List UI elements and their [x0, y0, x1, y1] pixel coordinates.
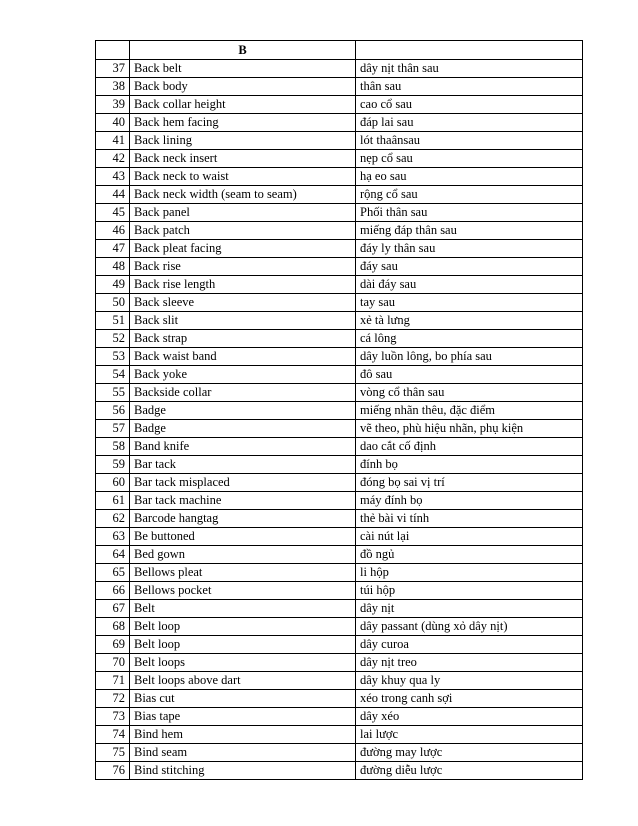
table-row	[96, 582, 583, 600]
english-term: Belt loops	[130, 654, 356, 672]
english-term: Bind hem	[130, 726, 356, 744]
vietnamese-term: rộng cổ sau	[356, 186, 583, 204]
english-term: Bellows pleat	[130, 564, 356, 582]
english-term: Bias tape	[130, 708, 356, 726]
english-term: Back patch	[130, 222, 356, 240]
header-vi-cell	[356, 41, 583, 60]
row-number: 74	[96, 726, 130, 744]
row-number: 42	[96, 150, 130, 168]
vietnamese-term: dài đáy sau	[356, 276, 583, 294]
table-row	[96, 726, 583, 744]
section-header-row	[96, 41, 583, 60]
row-number: 56	[96, 402, 130, 420]
english-term: Back waist band	[130, 348, 356, 366]
vietnamese-term: nẹp cổ sau	[356, 150, 583, 168]
vietnamese-term: máy đính bọ	[356, 492, 583, 510]
row-number: 75	[96, 744, 130, 762]
vietnamese-term: dây passant (dùng xỏ dây nịt)	[356, 618, 583, 636]
row-number: 72	[96, 690, 130, 708]
row-number: 65	[96, 564, 130, 582]
row-number: 76	[96, 762, 130, 780]
table-row	[96, 420, 583, 438]
vietnamese-term: dây nịt thân sau	[356, 60, 583, 78]
vietnamese-term: xéo trong canh sợi	[356, 690, 583, 708]
table-row	[96, 78, 583, 96]
english-term: Back strap	[130, 330, 356, 348]
row-number: 40	[96, 114, 130, 132]
english-term: Back pleat facing	[130, 240, 356, 258]
english-term: Badge	[130, 420, 356, 438]
table-row	[96, 492, 583, 510]
vietnamese-term: dây luồn lông, bo phía sau	[356, 348, 583, 366]
table-row	[96, 60, 583, 78]
row-number: 61	[96, 492, 130, 510]
vietnamese-term: cá lông	[356, 330, 583, 348]
english-term: Back body	[130, 78, 356, 96]
glossary-body	[96, 41, 583, 780]
vietnamese-term: vòng cổ thân sau	[356, 384, 583, 402]
english-term: Back sleeve	[130, 294, 356, 312]
vietnamese-term: miếng đáp thân sau	[356, 222, 583, 240]
english-term: Back neck width (seam to seam)	[130, 186, 356, 204]
vietnamese-term: lai lược	[356, 726, 583, 744]
table-row	[96, 546, 583, 564]
english-term: Be buttoned	[130, 528, 356, 546]
row-number: 53	[96, 348, 130, 366]
table-row	[96, 150, 583, 168]
row-number: 49	[96, 276, 130, 294]
vietnamese-term: đường diễu lược	[356, 762, 583, 780]
row-number: 54	[96, 366, 130, 384]
table-row	[96, 564, 583, 582]
english-term: Back neck to waist	[130, 168, 356, 186]
row-number: 57	[96, 420, 130, 438]
glossary-table	[95, 40, 583, 780]
row-number: 69	[96, 636, 130, 654]
vietnamese-term: đáy ly thân sau	[356, 240, 583, 258]
section-letter: B	[130, 41, 356, 60]
english-term: Bellows pocket	[130, 582, 356, 600]
vietnamese-term: đóng bọ sai vị trí	[356, 474, 583, 492]
vietnamese-term: đáy sau	[356, 258, 583, 276]
table-row	[96, 600, 583, 618]
table-row	[96, 294, 583, 312]
row-number: 37	[96, 60, 130, 78]
row-number: 55	[96, 384, 130, 402]
english-term: Back panel	[130, 204, 356, 222]
table-row	[96, 186, 583, 204]
table-row	[96, 636, 583, 654]
row-number: 44	[96, 186, 130, 204]
table-row	[96, 276, 583, 294]
vietnamese-term: dây khuy qua ly	[356, 672, 583, 690]
row-number: 47	[96, 240, 130, 258]
row-number: 63	[96, 528, 130, 546]
row-number: 51	[96, 312, 130, 330]
vietnamese-term: dây xéo	[356, 708, 583, 726]
english-term: Back yoke	[130, 366, 356, 384]
english-term: Bar tack	[130, 456, 356, 474]
english-term: Bind seam	[130, 744, 356, 762]
row-number: 70	[96, 654, 130, 672]
english-term: Bind stitching	[130, 762, 356, 780]
table-row	[96, 96, 583, 114]
english-term: Bias cut	[130, 690, 356, 708]
table-row	[96, 222, 583, 240]
table-row	[96, 510, 583, 528]
table-row	[96, 366, 583, 384]
row-number: 41	[96, 132, 130, 150]
row-number: 46	[96, 222, 130, 240]
row-number: 58	[96, 438, 130, 456]
english-term: Back lining	[130, 132, 356, 150]
english-term: Back collar height	[130, 96, 356, 114]
table-row	[96, 312, 583, 330]
vietnamese-term: thẻ bài vi tính	[356, 510, 583, 528]
english-term: Back slit	[130, 312, 356, 330]
table-row	[96, 690, 583, 708]
english-term: Back hem facing	[130, 114, 356, 132]
vietnamese-term: đường may lược	[356, 744, 583, 762]
english-term: Back rise	[130, 258, 356, 276]
table-row	[96, 708, 583, 726]
row-number: 64	[96, 546, 130, 564]
english-term: Band knife	[130, 438, 356, 456]
table-row	[96, 132, 583, 150]
english-term: Barcode hangtag	[130, 510, 356, 528]
row-number: 71	[96, 672, 130, 690]
english-term: Badge	[130, 402, 356, 420]
english-term: Back rise length	[130, 276, 356, 294]
table-row	[96, 528, 583, 546]
table-row	[96, 402, 583, 420]
table-row	[96, 618, 583, 636]
table-row	[96, 258, 583, 276]
table-row	[96, 330, 583, 348]
english-term: Belt	[130, 600, 356, 618]
row-number: 73	[96, 708, 130, 726]
table-row	[96, 654, 583, 672]
table-row	[96, 384, 583, 402]
table-row	[96, 672, 583, 690]
table-row	[96, 474, 583, 492]
english-term: Bed gown	[130, 546, 356, 564]
vietnamese-term: Phối thân sau	[356, 204, 583, 222]
english-term: Belt loop	[130, 618, 356, 636]
vietnamese-term: đồ ngủ	[356, 546, 583, 564]
english-term: Belt loops above dart	[130, 672, 356, 690]
vietnamese-term: túi hộp	[356, 582, 583, 600]
english-term: Back belt	[130, 60, 356, 78]
table-row	[96, 114, 583, 132]
english-term: Backside collar	[130, 384, 356, 402]
vietnamese-term: dây nịt treo	[356, 654, 583, 672]
vietnamese-term: đô sau	[356, 366, 583, 384]
vietnamese-term: cao cổ sau	[356, 96, 583, 114]
english-term: Back neck insert	[130, 150, 356, 168]
row-number: 50	[96, 294, 130, 312]
row-number: 68	[96, 618, 130, 636]
header-num-cell	[96, 41, 130, 60]
table-row	[96, 348, 583, 366]
row-number: 60	[96, 474, 130, 492]
vietnamese-term: li hộp	[356, 564, 583, 582]
table-row	[96, 168, 583, 186]
vietnamese-term: dây curoa	[356, 636, 583, 654]
vietnamese-term: hạ eo sau	[356, 168, 583, 186]
table-row	[96, 762, 583, 780]
english-term: Bar tack misplaced	[130, 474, 356, 492]
vietnamese-term: đính bọ	[356, 456, 583, 474]
table-row	[96, 744, 583, 762]
row-number: 38	[96, 78, 130, 96]
vietnamese-term: cài nút lại	[356, 528, 583, 546]
vietnamese-term: vẽ theo, phù hiệu nhãn, phụ kiện	[356, 420, 583, 438]
row-number: 62	[96, 510, 130, 528]
row-number: 66	[96, 582, 130, 600]
row-number: 43	[96, 168, 130, 186]
vietnamese-term: lót thaânsau	[356, 132, 583, 150]
row-number: 48	[96, 258, 130, 276]
table-row	[96, 456, 583, 474]
row-number: 45	[96, 204, 130, 222]
row-number: 52	[96, 330, 130, 348]
table-row	[96, 240, 583, 258]
row-number: 67	[96, 600, 130, 618]
table-row	[96, 204, 583, 222]
vietnamese-term: đáp lai sau	[356, 114, 583, 132]
english-term: Bar tack machine	[130, 492, 356, 510]
table-row	[96, 438, 583, 456]
vietnamese-term: thân sau	[356, 78, 583, 96]
vietnamese-term: dây nịt	[356, 600, 583, 618]
vietnamese-term: miếng nhãn thêu, đặc điểm	[356, 402, 583, 420]
vietnamese-term: tay sau	[356, 294, 583, 312]
vietnamese-term: xẻ tà lưng	[356, 312, 583, 330]
row-number: 59	[96, 456, 130, 474]
row-number: 39	[96, 96, 130, 114]
english-term: Belt loop	[130, 636, 356, 654]
vietnamese-term: dao cắt cố định	[356, 438, 583, 456]
